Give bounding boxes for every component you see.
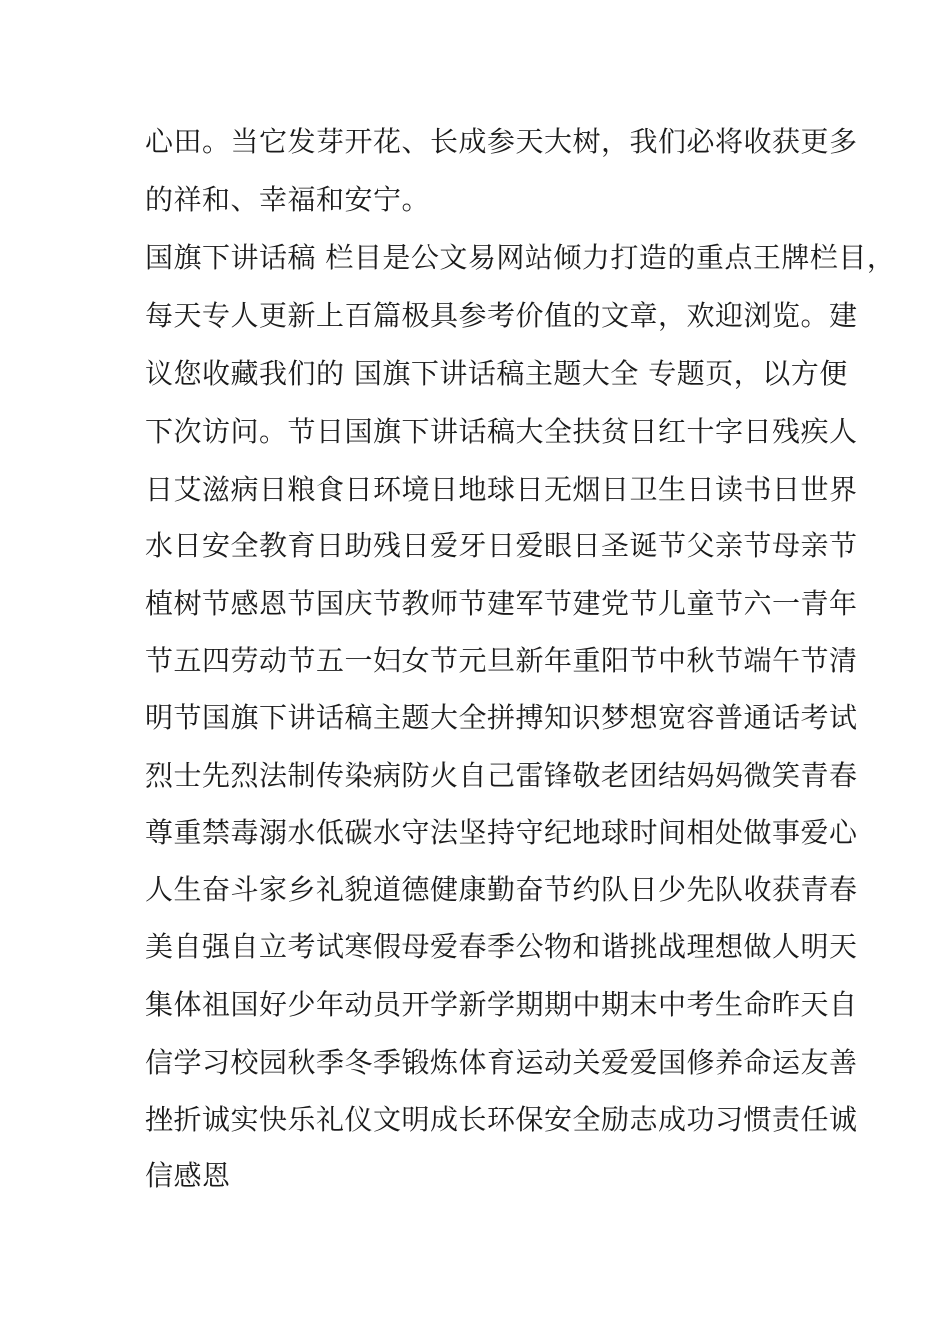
text-line: 节五四劳动节五一妇女节元旦新年重阳节中秋节端午节清 [145,644,858,677]
text-line: 烈士先烈法制传染病防火自己雷锋敬老团结妈妈微笑青春 [145,759,858,792]
text-line: 下次访问。节日国旗下讲话稿大全扶贫日红十字日残疾人 [145,415,858,448]
text-line: 的祥和、幸福和安宁。 [145,183,431,216]
text-line: 每天专人更新上百篇极具参考价值的文章，欢迎浏览。建 [145,299,858,332]
text-line: 心田。当它发芽开花、长成参天大树，我们必将收获更多 [145,125,858,158]
text-line: 植树节感恩节国庆节教师节建军节建党节儿童节六一青年 [145,587,858,620]
text-line: 人生奋斗家乡礼貌道德健康勤奋节约队日少先队收获青春 [145,873,858,906]
text-line: 挫折诚实快乐礼仪文明成长环保安全励志成功习惯责任诚 [145,1103,858,1136]
text-line: 议您收藏我们的 国旗下讲话稿主题大全 专题页，以方便 [145,357,848,390]
text-line: 信感恩 [145,1159,231,1192]
text-line: 水日安全教育日助残日爱牙日爱眼日圣诞节父亲节母亲节 [145,529,858,562]
text-line: 信学习校园秋季冬季锻炼体育运动关爱爱国修养命运友善 [145,1046,858,1079]
text-line: 日艾滋病日粮食日环境日地球日无烟日卫生日读书日世界 [145,473,858,506]
text-line: 尊重禁毒溺水低碳水守法坚持守纪地球时间相处做事爱心 [145,816,858,849]
text-line: 国旗下讲话稿 栏目是公文易网站倾力打造的重点王牌栏目， [145,241,896,274]
text-line: 集体祖国好少年动员开学新学期期中期末中考生命昨天自 [145,988,858,1021]
text-line: 明节国旗下讲话稿主题大全拼搏知识梦想宽容普通话考试 [145,701,858,734]
text-line: 美自强自立考试寒假母爱春季公物和谐挑战理想做人明天 [145,930,858,963]
